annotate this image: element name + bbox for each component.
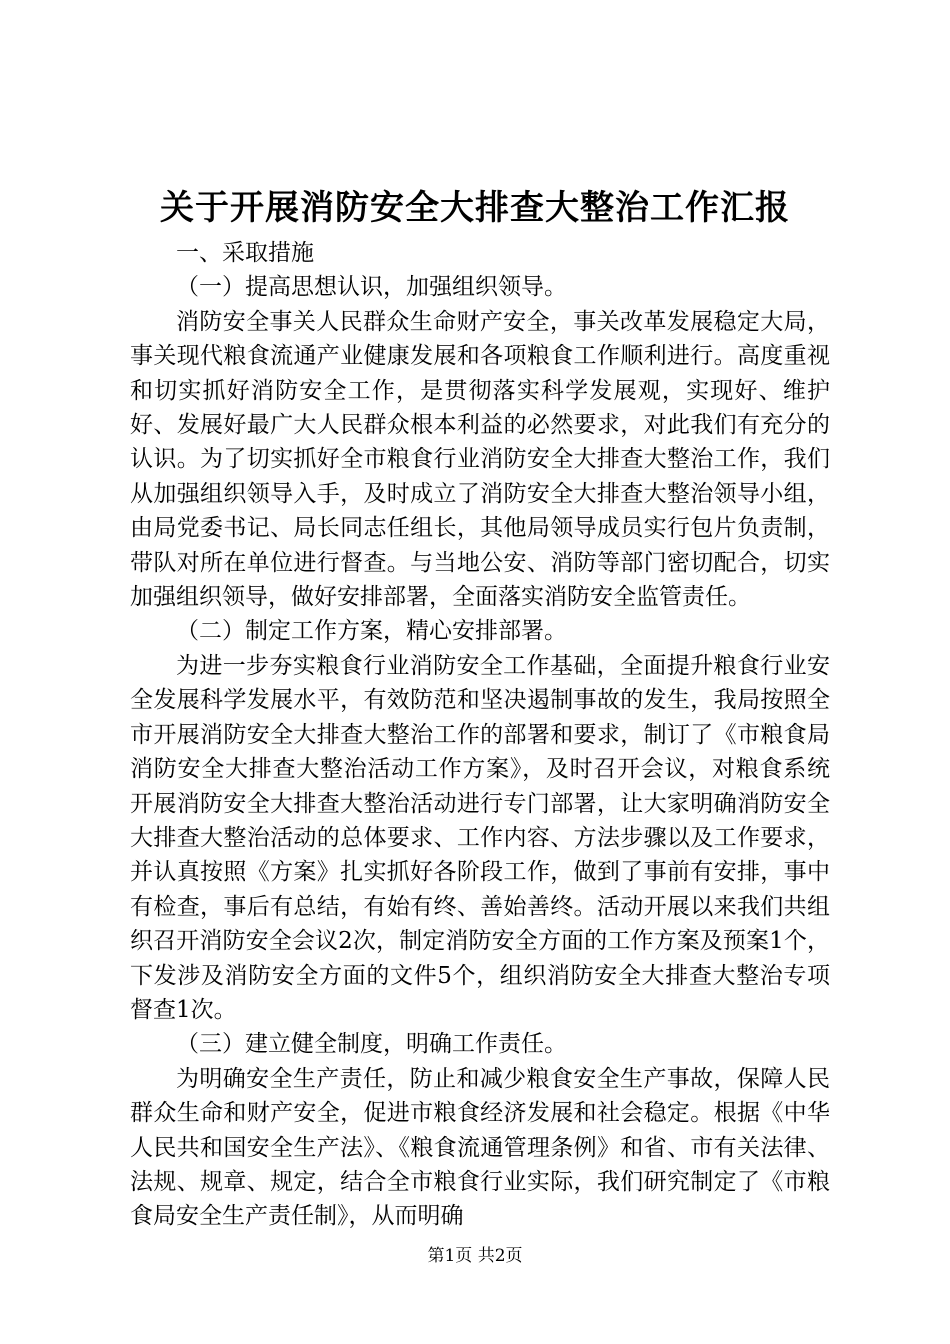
body-paragraph: 为明确安全生产责任，防止和减少粮食安全生产事故，保障人民群众生命和财产安全，促进市粮食经济发展和社会稳定。根据《中华人民共和国安全生产法》、《粮食流通管理条例》和省、市有关法律、法规、规章、规定，结合全市粮食行业实际，我们研究制定了《市粮食局安全生产责任制》，从而明确 [130, 1065, 830, 1230]
body-paragraph: 为进一步夯实粮食行业消防安全工作基础，全面提升粮食行业安全发展科学发展水平，有效防范和坚决遏制事故的发生，我局按照全市开展消防安全大排查大整治工作的部署和要求，制订了《市粮食局消防安全大排查大整治活动工作方案》，及时召开会议，对粮食系统开展消防安全大排查大整治活动进行专门部署，让大家明确消防安全大排查大整治活动的总体要求、工作内容、方法步骤以及工作要求，并认真按照《方案》扎实抓好各阶段工作，做到了事前有安排，事中有检查，事后有总结，有始有终、善始善终。活动开展以来我们共组织召开消防安全会议2次，制定消防安全方面的工作方案及预案1个，下发涉及消防安全方面的文件5个，组织消防安全大排查大整治专项督查1次。 [130, 652, 830, 1023]
page-footer: 第1页 共2页 [427, 1246, 523, 1266]
document-body [130, 236, 830, 1234]
document-title: 关于开展消防安全大排查大整治工作汇报 [160, 188, 790, 228]
body-paragraph: 消防安全事关人民群众生命财产安全，事关改革发展稳定大局，事关现代粮食流通产业健康发展和各项粮食工作顺利进行。高度重视和切实抓好消防安全工作，是贯彻落实科学发展观，实现好、维护好、发展好最广大人民群众根本利益的必然要求，对此我们有充分的认识。为了切实抓好全市粮食行业消防安全大排查大整治工作，我们从加强组织领导入手，及时成立了消防安全大排查大整治领导小组，由局党委书记、局长同志任组长，其他局领导成员实行包片负责制，带队对所在单位进行督查。与当地公安、消防等部门密切配合，切实加强组织领导，做好安排部署，全面落实消防安全监管责任。 [130, 308, 830, 611]
subsection-heading: （二）制定工作方案，精心安排部署。 [176, 618, 567, 645]
subsection-heading: （一）提高思想认识，加强组织领导。 [176, 274, 567, 301]
section-heading: 一、采取措施 [176, 240, 314, 266]
subsection-heading: （三）建立健全制度，明确工作责任。 [176, 1031, 567, 1058]
